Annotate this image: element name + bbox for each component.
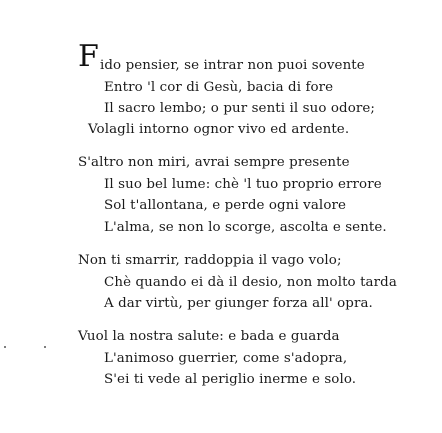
poem-line: Il sacro lembo; o pur senti il suo odore; (104, 101, 375, 116)
poem-line: Volagli intorno ognor vivo ed ardente. (88, 122, 350, 137)
poem-line: Il suo bel lume: chè 'l tuo proprio errore (104, 177, 382, 192)
poem-line: L'alma, se non lo scorge, ascolta e sente. (104, 220, 387, 235)
poem-line: Non ti smarrir, raddoppia il vago volo; (78, 253, 342, 268)
poem-line: S'ei ti vede al periglio inerme e solo. (104, 372, 357, 387)
scan-speck (44, 346, 46, 348)
poem-line: ido pensier, se intrar non puoi sovente (100, 58, 365, 73)
scan-speck (4, 346, 6, 348)
poem-line: Sol t'allontana, e perde ogni valore (104, 198, 347, 213)
poem-line: Vuol la nostra salute: e bada e guarda (78, 329, 340, 344)
poem-line: S'altro non miri, avrai sempre presente (78, 155, 350, 170)
drop-cap: F (78, 39, 99, 74)
poem-line: Chè quando ei dà il desio, non molto tarda (104, 275, 397, 290)
poem-line: A dar virtù, per giunger forza all' opra. (104, 296, 373, 311)
poem-line: Entro 'l cor di Gesù, bacia di fore (104, 80, 334, 95)
poem-line: L'animoso guerrier, come s'adopra, (104, 351, 348, 366)
